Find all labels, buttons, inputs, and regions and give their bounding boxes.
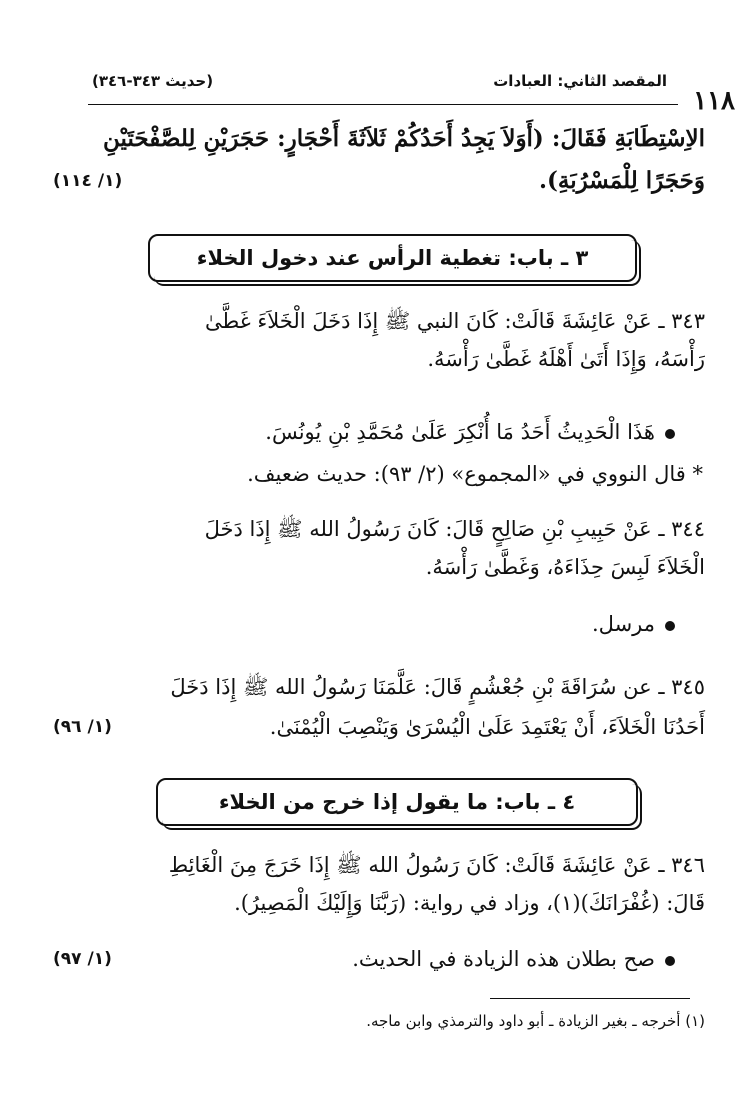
hadith-346-note-row [53, 944, 705, 974]
chapter-3-heading [148, 234, 637, 282]
hadith-346-note [352, 947, 675, 971]
running-header-section: المقصد الثاني: العبادات [493, 72, 667, 90]
hadith-346-line-2: قَالَ: (غُفْرَانَكَ)(١)، وزاد في رواية: (رَبَّنَا وَإِلَيْكَ الْمَصِيرُ). [234, 891, 705, 915]
intro-line-2: وَحَجَرًا لِلْمَسْرُبَةِ). [538, 167, 705, 194]
hadith-346-line-1: ٣٤٦ ـ عَنْ عَائِشَةَ قَالَتْ: كَانَ رَسُولُ الله ﷺ إِذَا خَرَجَ مِنَ الْغَائِطِ [168, 853, 705, 877]
hadith-345-line-2-row [53, 712, 705, 742]
nawawi-comment: * قال النووي في «المجموع» (٢/ ٩٣): حديث ضعيف. [247, 462, 703, 486]
hadith-345-reference: (١/ ٩٦) [53, 717, 112, 737]
hadith-343-note [265, 420, 675, 444]
hadith-346-reference: (١/ ٩٧) [53, 949, 112, 969]
hadith-344-note [592, 612, 675, 636]
intro-line-2-row [53, 166, 705, 196]
footnote-rule [490, 998, 690, 999]
hadith-345-line-2: أَحَدُنَا الْخَلاَءَ، أَنْ يَعْتَمِدَ عَلَىٰ الْيُسْرَىٰ وَيَنْصِبَ الْيُمْنَىٰ. [269, 715, 705, 739]
running-header-range: (حديث ٣٤٣-٣٤٦) [92, 72, 214, 90]
hadith-343-line-2: رَأْسَهُ، وَإِذَا أَتَىٰ أَهْلَهُ غَطَّىٰ رَأْسَهُ. [427, 347, 705, 371]
intro-line-1: الاِسْتِطَابَةِ فَقَالَ: (أَوَلاَ يَجِدُ أَحَدُكُمْ ثَلاَثَةَ أَحْجَارٍ: حَجَرَيْنِ لِلصَّفْحَتَيْنِ [103, 125, 705, 152]
hadith-346-note-text: صح بطلان هذه الزيادة في الحديث. [352, 947, 655, 971]
hadith-344-line-2: الْخَلاَءَ لَبِسَ حِذَاءَهُ، وَغَطَّىٰ رَأْسَهُ. [425, 555, 705, 579]
footnote: (١) أخرجه ـ بغير الزيادة ـ أبو داود والترمذي وابن ماجه. [366, 1012, 705, 1030]
chapter-3-title: ٣ ـ باب: تغطية الرأس عند دخول الخلاء [196, 246, 589, 270]
chapter-4-title: ٤ ـ باب: ما يقول إذا خرج من الخلاء [218, 790, 576, 814]
chapter-4-heading [156, 778, 638, 826]
hadith-345-line-1: ٣٤٥ ـ عن سُرَاقَةَ بْنِ جُعْشُمٍ قَالَ: عَلَّمَنَا رَسُولُ الله ﷺ إِذَا دَخَلَ [170, 675, 705, 699]
header-rule [88, 104, 678, 105]
bullet-icon [665, 429, 675, 439]
bullet-icon [665, 621, 675, 631]
hadith-343-note-text: هَذَا الْحَدِيثُ أَحَدُ مَا أُنْكِرَ عَلَىٰ مُحَمَّدِ بْنِ يُونُسَ. [265, 420, 655, 444]
bullet-icon [665, 956, 675, 966]
page-number: ١١٨ [693, 86, 735, 116]
intro-reference: (١/ ١١٤) [53, 171, 123, 191]
hadith-344-line-1: ٣٤٤ ـ عَنْ حَبِيبِ بْنِ صَالِحٍ قَالَ: كَانَ رَسُولُ الله ﷺ إِذَا دَخَلَ [204, 517, 705, 541]
hadith-343-line-1: ٣٤٣ ـ عَنْ عَائِشَةَ قَالَتْ: كَانَ النبي ﷺ إِذَا دَخَلَ الْخَلاَءَ غَطَّىٰ [205, 309, 705, 333]
hadith-344-note-text: مرسل. [591, 612, 655, 636]
